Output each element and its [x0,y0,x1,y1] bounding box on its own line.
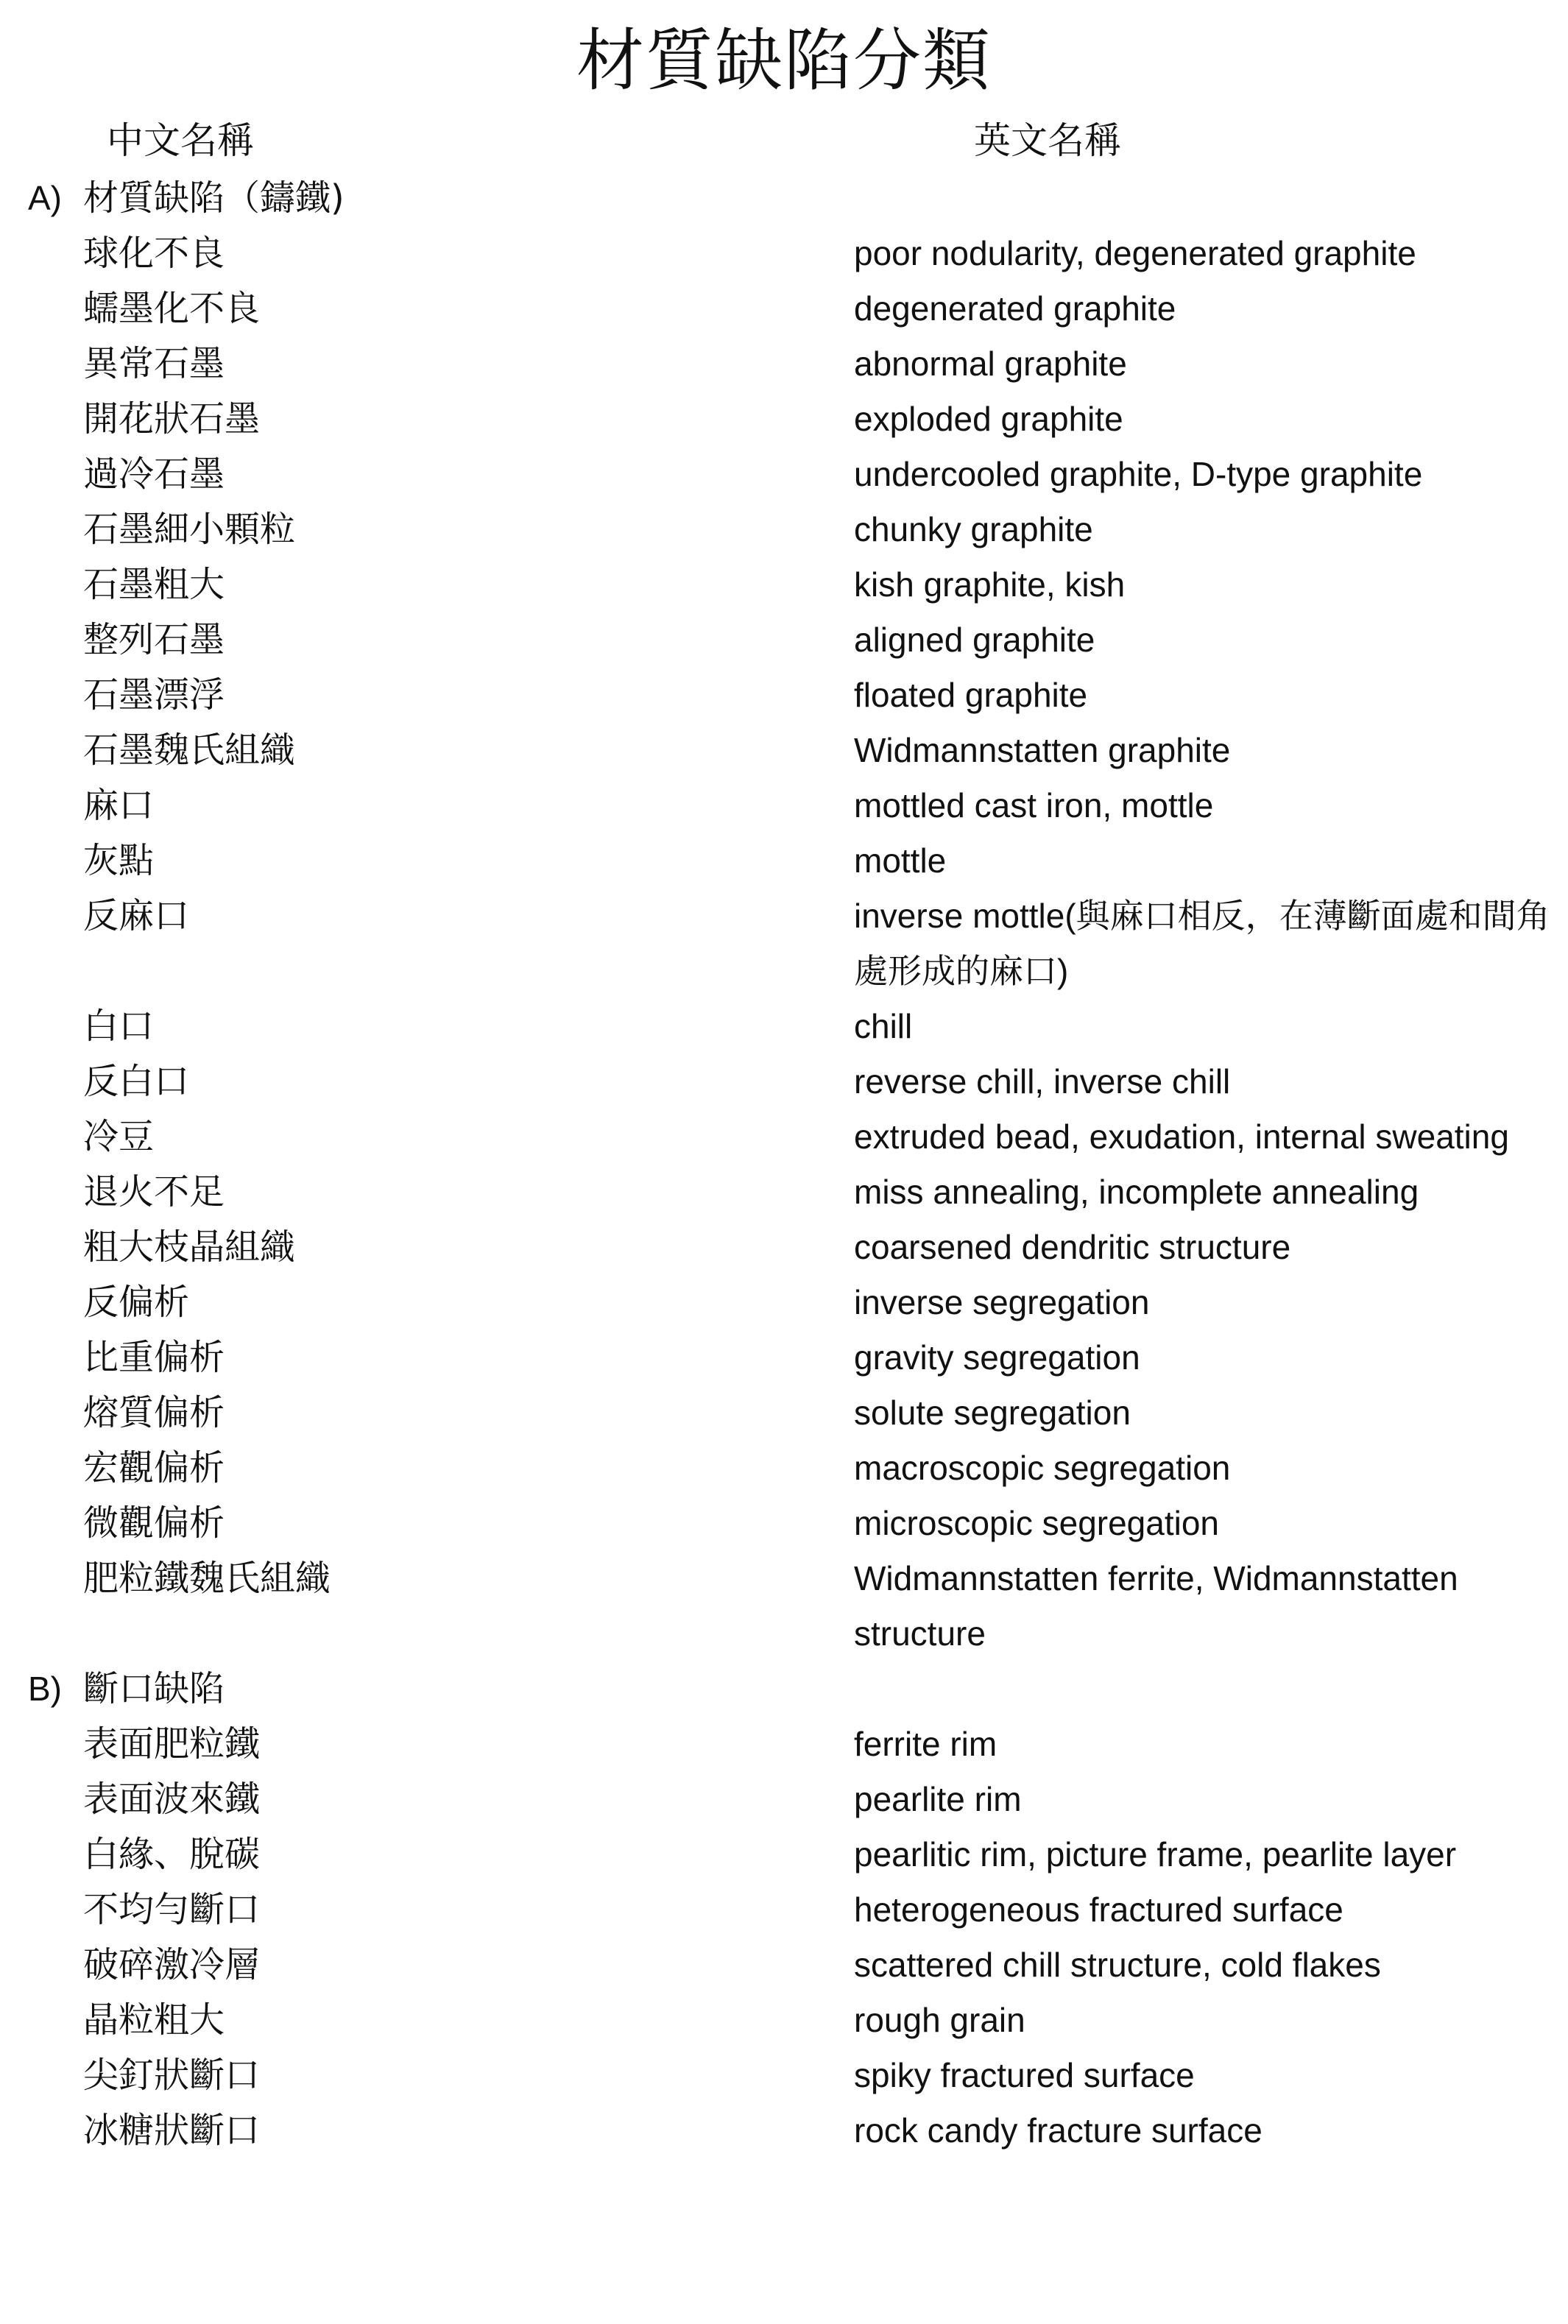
glossary-row [0,1993,1568,2048]
glossary-content [0,171,1568,2158]
column-header-chinese: 中文名稱 [107,119,254,162]
glossary-row [0,1882,1568,1938]
glossary-row [0,1441,1568,1496]
english-term: kish graphite, kish [854,565,1126,604]
chinese-term: 表面波來鐵 [83,1779,261,1820]
chinese-term: 麻口 [83,785,155,826]
english-term: poor nodularity, degenerated graphite [854,234,1416,272]
english-term: reverse chill, inverse chill [854,1062,1231,1101]
chinese-term: 微觀偏析 [83,1502,225,1544]
english-term: abnormal graphite [854,345,1127,383]
chinese-term: 異常石墨 [83,343,225,384]
english-term: pearlitic rim, picture frame, pearlite layer [854,1835,1457,1873]
english-term: rock candy fracture surface [854,2111,1262,2150]
chinese-term: 退火不足 [83,1171,225,1212]
glossary-row [0,226,1568,281]
english-term: chill [854,1007,913,1045]
chinese-term: 反白口 [83,1061,190,1102]
glossary-row [0,336,1568,392]
english-term: Widmannstatten ferrite, Widmannstatten structure [854,1559,1458,1653]
chinese-term: 熔質偏析 [83,1392,225,1433]
section-title: 斷口缺陷 [83,1668,225,1709]
glossary-row [0,1220,1568,1275]
chinese-term: 石墨魏氏組織 [83,730,296,771]
chinese-term: 過冷石墨 [83,453,225,495]
glossary-row [0,833,1568,889]
chinese-term: 石墨粗大 [83,564,225,605]
chinese-term: 不均勻斷口 [83,1889,261,1930]
english-term: coarsened dendritic structure [854,1228,1291,1266]
column-header-english: 英文名稱 [974,119,1121,162]
glossary-row [0,1938,1568,1993]
glossary-row [0,1551,1568,1661]
chinese-term: 灰點 [83,840,155,881]
glossary-row [0,447,1568,502]
section-heading [0,171,1568,226]
section-title: 材質缺陷（鑄鐵) [83,177,345,219]
chinese-term: 冷豆 [83,1116,155,1157]
chinese-term: 開花狀石墨 [83,398,261,439]
english-term: scattered chill structure, cold flakes [854,1946,1381,1984]
glossary-row [0,1496,1568,1551]
english-term: rough grain [854,2001,1025,2039]
glossary-row [0,1275,1568,1330]
chinese-term: 宏觀偏析 [83,1447,225,1488]
section-letter: A) [28,179,62,217]
chinese-term: 反麻口 [83,895,190,936]
glossary-row [0,778,1568,833]
english-term: macroscopic segregation [854,1449,1231,1487]
glossary-row [0,999,1568,1054]
english-term: floated graphite [854,676,1088,714]
chinese-term: 球化不良 [83,233,225,274]
glossary-row [0,1385,1568,1441]
glossary-row [0,281,1568,336]
glossary-row [0,612,1568,668]
glossary-row [0,1165,1568,1220]
glossary-row [0,723,1568,778]
glossary-row [0,2103,1568,2158]
english-term: microscopic segregation [854,1504,1220,1542]
english-term: spiky fractured surface [854,2056,1195,2094]
glossary-row [0,668,1568,723]
english-term: mottle [854,841,947,880]
english-term: undercooled graphite, D-type graphite [854,455,1423,493]
english-term: miss annealing, incomplete annealing [854,1173,1419,1211]
chinese-term: 表面肥粒鐵 [83,1723,261,1765]
english-term: pearlite rim [854,1780,1022,1818]
chinese-term: 粗大枝晶組織 [83,1226,296,1268]
chinese-term: 反偏析 [83,1282,190,1323]
glossary-row [0,392,1568,447]
english-term: ferrite rim [854,1725,997,1763]
glossary-row [0,2048,1568,2103]
chinese-term: 蠕墨化不良 [83,288,261,329]
english-term: chunky graphite [854,510,1093,548]
chinese-term: 晶粒粗大 [83,1999,225,2041]
glossary-row [0,1109,1568,1165]
english-term: extruded bead, exudation, internal sweating [854,1117,1509,1156]
glossary-row [0,1330,1568,1385]
glossary-row [0,1772,1568,1827]
chinese-term: 整列石墨 [83,619,225,660]
english-term: aligned graphite [854,621,1095,659]
chinese-term: 石墨漂浮 [83,674,225,716]
chinese-term: 白口 [83,1006,155,1047]
english-term: inverse segregation [854,1283,1150,1321]
english-term: gravity segregation [854,1338,1140,1377]
english-term: inverse mottle(與麻口相反，在薄斷面處和間角處形成的麻口) [854,897,1550,990]
page-title: 材質缺陷分類 [576,21,992,100]
section-heading [0,1661,1568,1717]
english-term: exploded graphite [854,400,1123,438]
chinese-term: 尖釘狀斷口 [83,2055,261,2096]
english-term: degenerated graphite [854,289,1176,328]
glossary-row [0,889,1568,999]
glossary-row [0,1054,1568,1109]
chinese-term: 肥粒鐵魏氏組織 [83,1558,331,1599]
chinese-term: 破碎激冷層 [83,1944,261,1985]
english-term: Widmannstatten graphite [854,731,1231,769]
english-term: mottled cast iron, mottle [854,786,1214,824]
chinese-term: 冰糖狀斷口 [83,2110,261,2151]
section-letter: B) [28,1670,62,1708]
glossary-row [0,1717,1568,1772]
glossary-row [0,1827,1568,1882]
chinese-term: 石墨細小顆粒 [83,509,296,550]
glossary-row [0,502,1568,557]
chinese-term: 比重偏析 [83,1337,225,1378]
chinese-term: 白緣、脫碳 [83,1834,261,1875]
english-term: solute segregation [854,1394,1131,1432]
glossary-row [0,557,1568,612]
english-term: heterogeneous fractured surface [854,1890,1343,1929]
